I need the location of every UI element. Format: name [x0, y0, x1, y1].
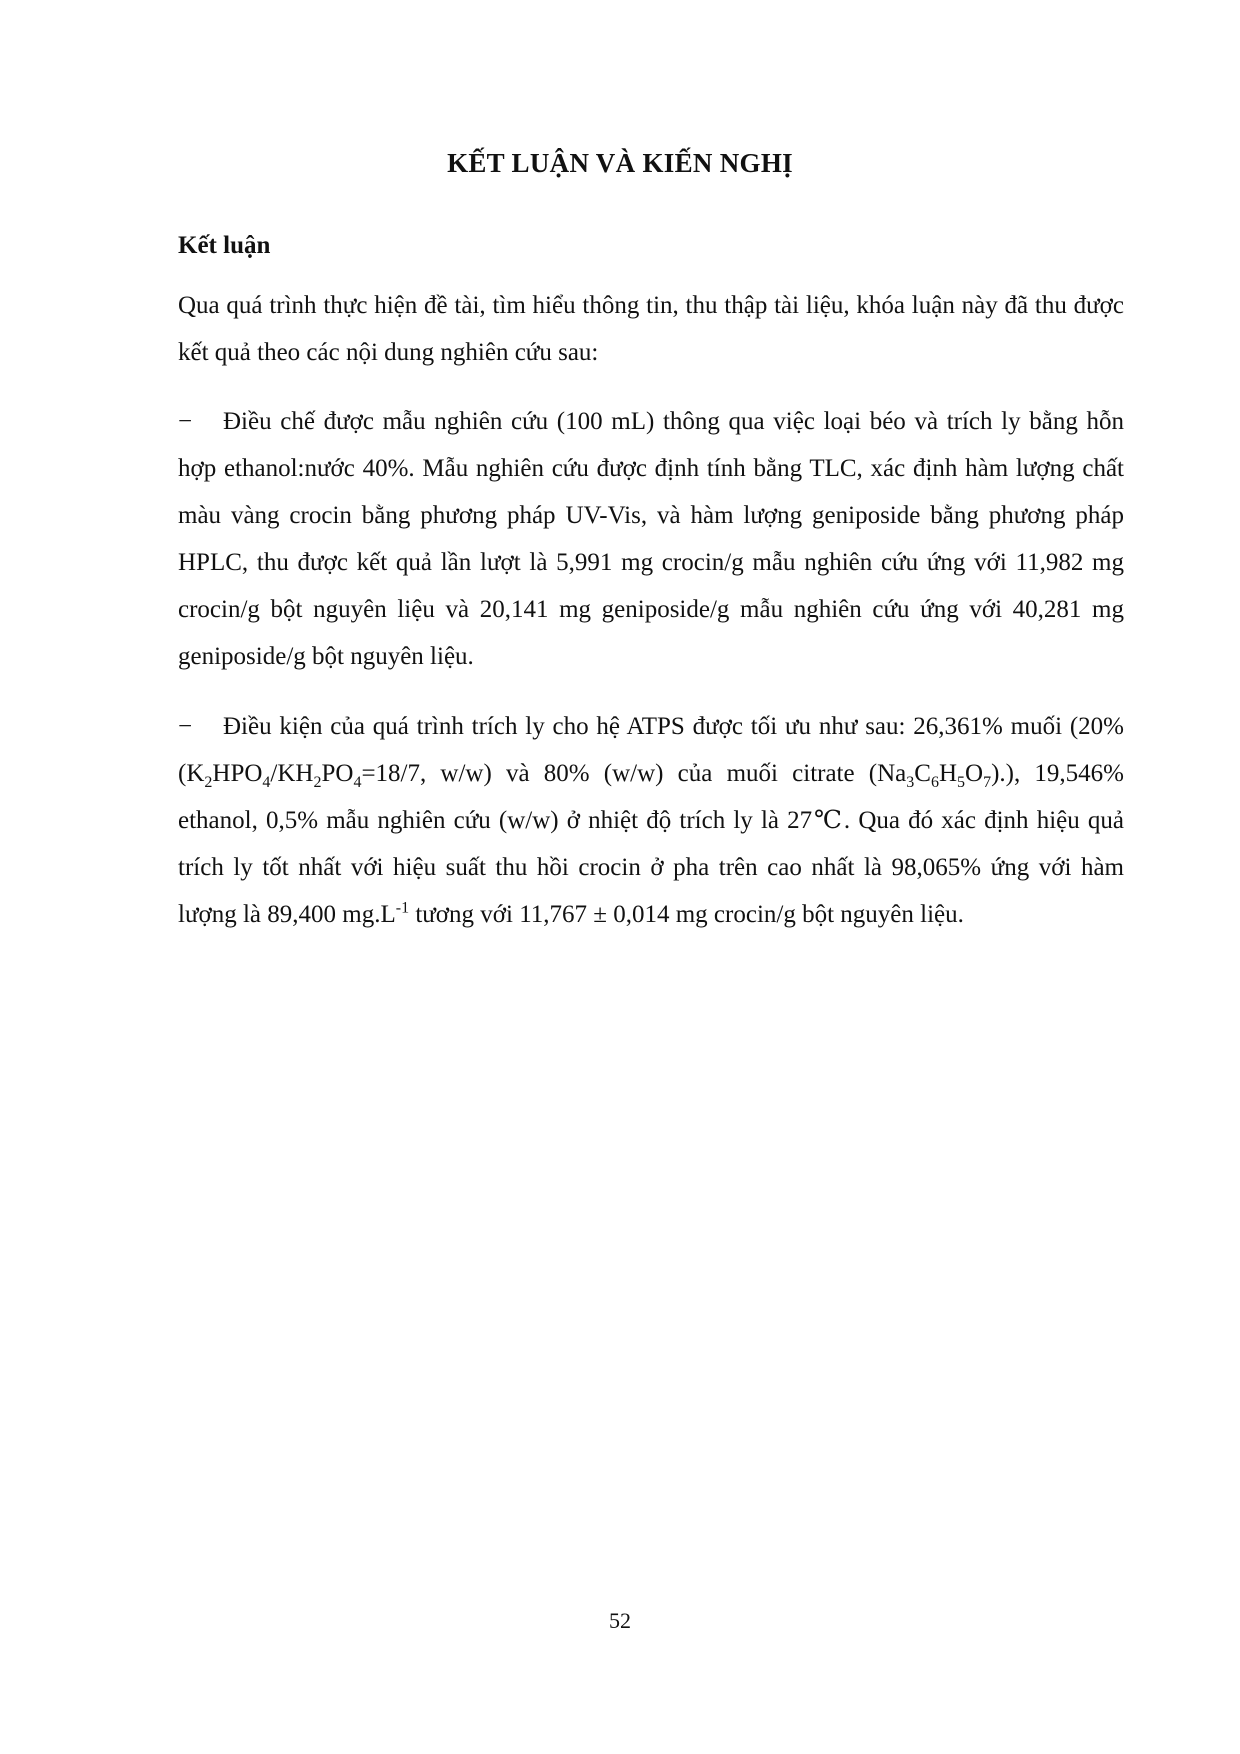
- subscript: 4: [353, 774, 362, 791]
- item2-text: C: [914, 760, 931, 787]
- item2-text: HPO: [212, 760, 263, 787]
- bullet-dash: −: [178, 713, 193, 740]
- section-heading: Kết luận: [178, 232, 271, 259]
- page-title: KẾT LUẬN VÀ KIẾN NGHỊ: [447, 148, 793, 178]
- superscript: -1: [395, 899, 410, 917]
- item2-text: Điều kiện của quá trình trích ly cho hệ ATPS được tối ưu như sau: 26,361% muối (20% (K: [178, 713, 1124, 787]
- intro-paragraph: Qua quá trình thực hiện đề tài, tìm hiểu thông tin, thu thập tài liệu, khóa luận này đã thu được kết quả theo các nội dung nghiên cứu sau:: [178, 292, 1124, 366]
- item2-text: tương với 11,767 ± 0,014 mg crocin/g bột nguyên liệu.: [409, 901, 964, 928]
- item2-text: H: [938, 760, 958, 787]
- subscript: 5: [957, 774, 966, 791]
- item2-text: /KH: [270, 760, 314, 787]
- bullet-dash: −: [178, 408, 193, 435]
- item2-text: ).), 19,546% ethanol, 0,5% mẫu nghiên cứu (w/w) ở nhiệt độ trích ly là 27℃. Qua đó xác định hiệu quả trích ly tốt nhất với hiệu suất thu hồi crocin ở pha trên cao nhất là 98,065% ứng với hàm lượng là 89,400 mg.L: [178, 760, 1124, 928]
- subscript: 3: [906, 774, 915, 791]
- subscript: 7: [983, 774, 992, 791]
- conclusion-item-1-text: Điều chế được mẫu nghiên cứu (100 mL) thông qua việc loại béo và trích ly bằng hỗn hợp ethanol:nước 40%. Mẫu nghiên cứu được định tính bằng TLC, xác định hàm lượng chất màu vàng crocin bằng phương pháp UV-Vis, và hàm lượng geniposide bằng phương pháp HPLC, thu được kết quả lần lượt là 5,991 mg crocin/g mẫu nghiên cứu ứng với 11,982 mg crocin/g bột nguyên liệu và 20,141 mg geniposide/g mẫu nghiên cứu ứng với 40,281 mg geniposide/g bột nguyên liệu.: [178, 408, 1124, 670]
- item2-text: PO: [321, 760, 354, 787]
- subscript: 4: [262, 774, 271, 791]
- item2-text: =18/7, w/w) và 80% (w/w) của muối citrate (Na: [361, 760, 907, 787]
- page-number: 52: [609, 1608, 631, 1633]
- conclusion-item-2: [178, 703, 1124, 938]
- subscript: 6: [930, 774, 939, 791]
- conclusion-item-1: [178, 398, 1124, 680]
- item2-text: O: [965, 760, 984, 787]
- subscript: 2: [313, 774, 322, 791]
- subscript: 2: [204, 774, 213, 791]
